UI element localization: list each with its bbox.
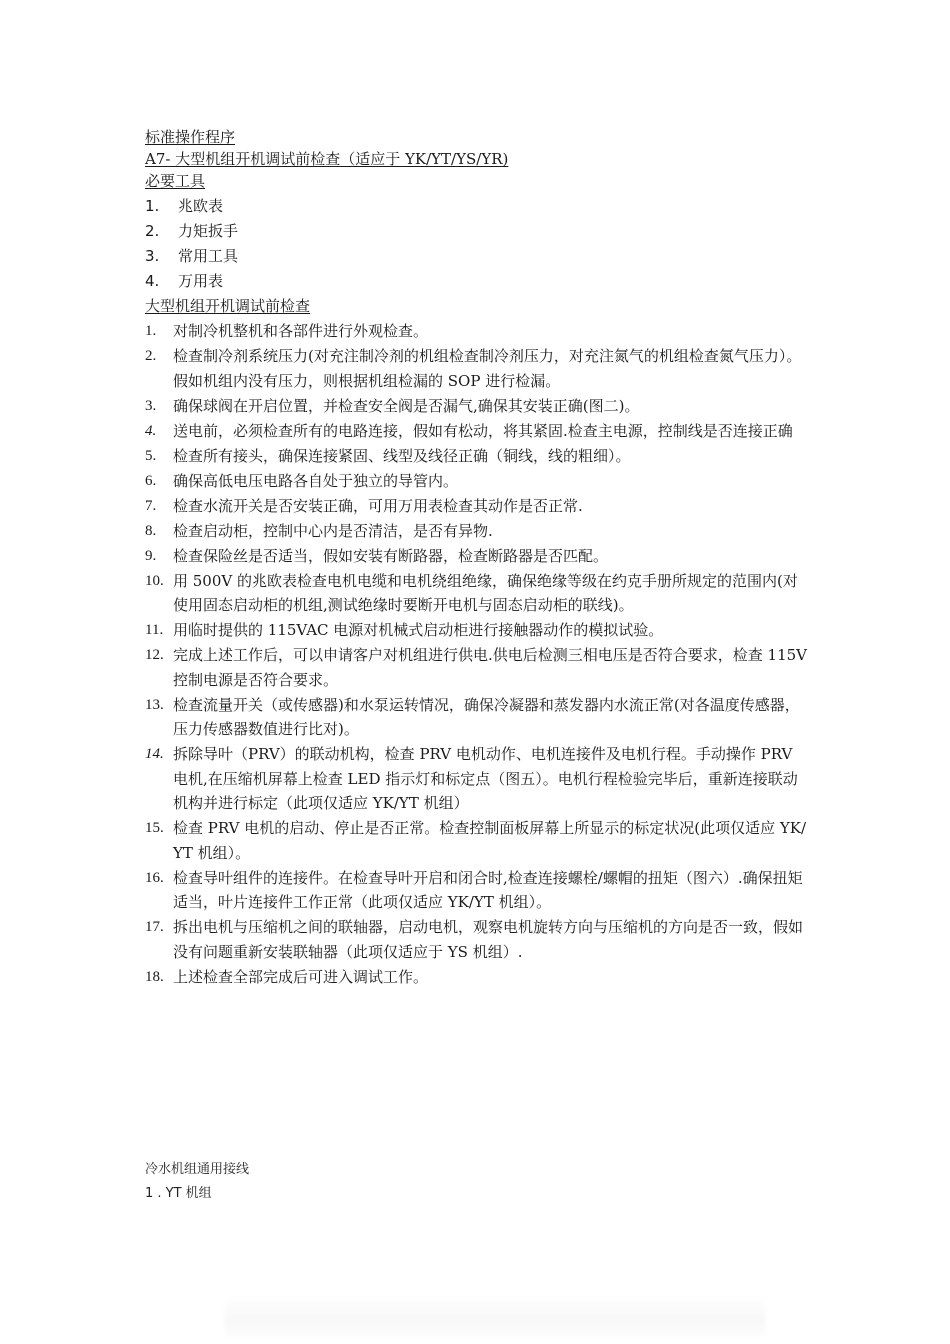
tools-heading: 必要工具 xyxy=(145,172,206,190)
list-item xyxy=(145,270,810,292)
wiring-heading: 冷水机组通用接线 xyxy=(145,1162,250,1177)
item-number: 3. xyxy=(145,397,157,414)
item-number: 5. xyxy=(145,447,157,464)
list-item xyxy=(145,816,810,865)
item-text: 检查所有接头，确保连接紧固、线型及线径正确（铜线，线的粗细）。 xyxy=(173,446,631,465)
document-body xyxy=(145,126,810,990)
item-text: 对制冷机整机和各部件进行外观检查。 xyxy=(173,322,429,340)
item-text: 检查启动柜，控制中心内是否清洁，是否有异物. xyxy=(173,521,493,540)
item-text: 送电前，必须检查所有的电路连接，假如有松动，将其紧固.检查主电源，控制线是否连接正确 xyxy=(173,421,793,440)
list-item xyxy=(145,494,810,519)
item-text: 拆出电机与压缩机之间的联轴器，启动电机，观察电机旋转方向与压缩机的方向是否一致，假如没有问题重新安装联轴器（此项仅适应于 YS 机组）. xyxy=(173,918,804,961)
item-text: 检查水流开关是否安装正确，可用万用表检查其动作是否正常. xyxy=(173,496,583,515)
steps-list xyxy=(145,319,810,989)
item-number: 6. xyxy=(145,472,157,489)
faded-image-strip xyxy=(225,1296,765,1336)
item-text: 力矩扳手 xyxy=(178,222,239,240)
item-text: 兆欧表 xyxy=(178,197,224,215)
list-item xyxy=(145,643,810,692)
item-number: 18. xyxy=(145,968,164,985)
wiring-item: 1 . YT 机组 xyxy=(145,1186,212,1201)
list-item xyxy=(145,618,810,643)
list-item xyxy=(145,245,810,267)
item-text: 确保球阀在开启位置，并检查安全阀是否漏气,确保其安装正确(图二)。 xyxy=(173,396,640,415)
item-number: 2. xyxy=(145,348,157,364)
item-text: 万用表 xyxy=(178,272,224,290)
list-item xyxy=(145,419,810,444)
item-text: 用临时提供的 115VAC 电源对机械式启动柜进行接触器动作的模拟试验。 xyxy=(173,621,664,639)
item-text: 用 500V 的兆欧表检查电机电缆和电机绕组绝缘，确保绝缘等级在约克手册所规定的范围内(对使用固态启动柜的机组,测试绝缘时要断开电机与固态启动柜的联线)。 xyxy=(173,571,798,614)
item-number: 8. xyxy=(145,522,157,539)
item-number: 11. xyxy=(145,622,164,638)
list-item xyxy=(145,319,810,344)
doc-subtitle: A7- 大型机组开机调试前检查（适应于 YK/YT/YS/YR) xyxy=(145,150,509,168)
item-text: 检查制冷剂系统压力(对充注制冷剂的机组检查制冷剂压力，对充注氮气的机组检查氮气压力）。假如机组内没有压力，则根据机组检漏的 SOP 进行检漏。 xyxy=(173,347,802,390)
list-item xyxy=(145,569,810,618)
item-text: 检查 PRV 电机的启动、停止是否正常。检查控制面板屏幕上所显示的标定状况(此项仅适应 YK/YT 机组）。 xyxy=(173,819,807,862)
list-item xyxy=(145,519,810,544)
list-item xyxy=(145,195,810,217)
item-text: 上述检查全部完成后可进入调试工作。 xyxy=(173,967,429,986)
item-number: 10. xyxy=(145,572,164,589)
item-text: 常用工具 xyxy=(178,247,239,265)
list-item xyxy=(145,220,810,242)
wiring-section xyxy=(145,1158,249,1206)
item-number: 1. xyxy=(145,323,157,339)
item-number: 7. xyxy=(145,497,157,514)
item-text: 确保高低电压电路各自处于独立的导管内。 xyxy=(173,471,459,490)
item-number: 16. xyxy=(145,869,164,886)
item-number: 1. xyxy=(145,197,160,215)
item-text: 拆除导叶（PRV）的联动机构，检查 PRV 电机动作、电机连接件及电机行程。手动操作 PRV 电机,在压缩机屏幕上检查 LED 指示灯和标定点（图五）。电机行程检验完毕后，重新连接联动机构并进行标定（此项仅适应 YK/YT 机组） xyxy=(173,745,798,812)
item-text: 检查导叶组件的连接件。在检查导叶开启和闭合时,检查连接螺栓/螺帽的扭矩（图六）.确保扭矩适当，叶片连接件工作正常（此项仅适应 YK/YT 机组）。 xyxy=(173,868,803,911)
list-item xyxy=(145,742,810,816)
item-number: 14. xyxy=(145,746,164,762)
item-number: 3. xyxy=(145,247,160,265)
item-number: 13. xyxy=(145,696,164,713)
list-item xyxy=(145,915,810,964)
list-item xyxy=(145,965,810,990)
item-number: 4. xyxy=(145,272,160,290)
list-item xyxy=(145,444,810,469)
item-text: 检查保险丝是否适当，假如安装有断路器，检查断路器是否匹配。 xyxy=(173,546,609,565)
list-item xyxy=(145,394,810,419)
item-number: 2. xyxy=(145,222,160,240)
doc-title: 标准操作程序 xyxy=(145,128,236,146)
list-item xyxy=(145,544,810,569)
checks-heading: 大型机组开机调试前检查 xyxy=(145,297,311,315)
list-item xyxy=(145,469,810,494)
list-item xyxy=(145,866,810,915)
item-number: 15. xyxy=(145,820,164,836)
tools-list xyxy=(145,195,810,292)
item-text: 完成上述工作后，可以申请客户对机组进行供电.供电后检测三相电压是否符合要求，检查 115V 控制电源是否符合要求。 xyxy=(173,646,808,689)
item-number: 12. xyxy=(145,647,164,663)
item-number: 9. xyxy=(145,547,157,564)
item-number: 4. xyxy=(145,422,157,439)
item-text: 检查流量开关（或传感器)和水泵运转情况，确保冷凝器和蒸发器内水流正常(对各温度传感器，压力传感器数值进行比对)。 xyxy=(173,695,800,738)
list-item xyxy=(145,693,810,742)
item-number: 17. xyxy=(145,919,164,935)
list-item xyxy=(145,344,810,393)
